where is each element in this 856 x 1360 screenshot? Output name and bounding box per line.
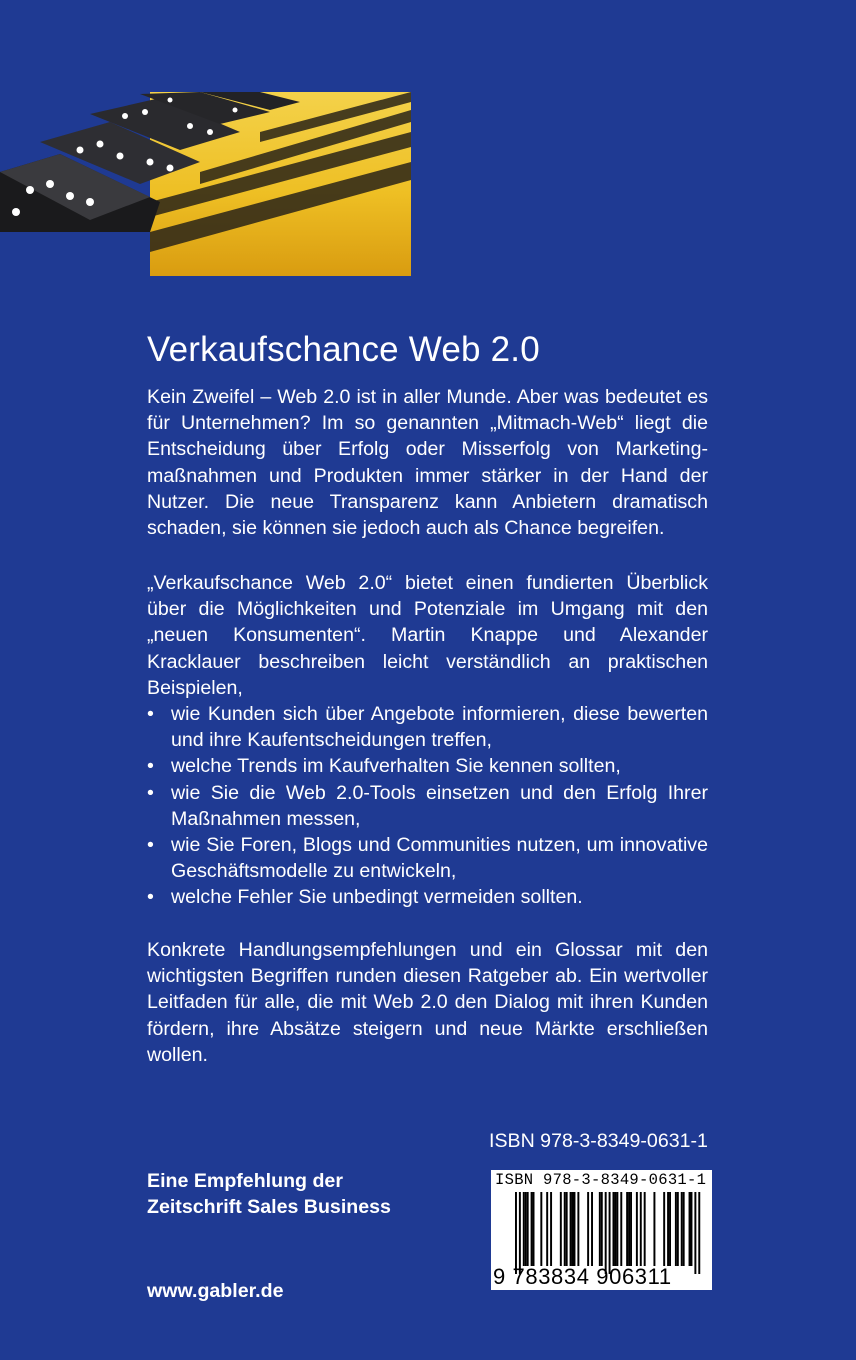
barcode-bar bbox=[626, 1192, 628, 1266]
barcode-bar bbox=[560, 1192, 562, 1266]
book-title: Verkaufschance Web 2.0 bbox=[147, 330, 540, 369]
barcode-bar bbox=[531, 1192, 533, 1266]
barcode-bar bbox=[616, 1192, 618, 1266]
barcode-bar bbox=[614, 1192, 616, 1266]
barcode-bar bbox=[698, 1192, 700, 1274]
barcode-bar bbox=[533, 1192, 535, 1266]
barcode-bar bbox=[675, 1192, 677, 1266]
bullet-icon: • bbox=[147, 886, 154, 909]
barcode-bar bbox=[663, 1192, 665, 1266]
barcode-bar bbox=[620, 1192, 622, 1266]
barcode-bar bbox=[540, 1192, 542, 1266]
barcode-bar bbox=[694, 1192, 696, 1274]
barcode-bar bbox=[574, 1192, 576, 1266]
barcode-bar bbox=[515, 1192, 517, 1274]
barcode-bar bbox=[564, 1192, 566, 1266]
barcode-bar bbox=[640, 1192, 642, 1266]
barcode-bar bbox=[591, 1192, 593, 1266]
barcode-bar bbox=[605, 1192, 607, 1274]
barcode-bar bbox=[613, 1192, 615, 1266]
barcode-bar bbox=[667, 1192, 669, 1266]
recommendation-line-2: Zeitschrift Sales Business bbox=[147, 1196, 391, 1218]
barcode-bar bbox=[689, 1192, 691, 1266]
domino-illustration bbox=[0, 92, 411, 276]
list-item: • wie Kunden sich über Angebote informieren, diese bewerten und ihre Kaufentscheidungen treffen, bbox=[147, 703, 708, 752]
publisher-website: www.gabler.de bbox=[147, 1280, 284, 1302]
list-item: • welche Trends im Kaufverhalten Sie kennen sollten, bbox=[147, 753, 708, 779]
recommendation bbox=[147, 1168, 391, 1220]
list-item: • wie Sie die Web 2.0-Tools einsetzen und den Erfolg Ihrer Maßnahmen messen, bbox=[147, 781, 708, 830]
barcode-bar bbox=[683, 1192, 685, 1266]
barcode-bar bbox=[636, 1192, 638, 1266]
barcode-bar bbox=[669, 1192, 671, 1266]
barcode-bar bbox=[644, 1192, 646, 1266]
closing-paragraph: Konkrete Handlungsempfehlungen und ein Glossar mit den wichtigsten Begriffen runden diesen Ratgeber ab. Ein wertvoller Leitfaden für alle, die mit Web 2.0 den Dialog mit ihren Kunden fördern, ihre Absätze steigern und neue Märkte erschließen wollen. bbox=[147, 939, 708, 1066]
bullet-icon: • bbox=[147, 834, 154, 857]
barcode-bar bbox=[572, 1192, 574, 1266]
bullet-icon: • bbox=[147, 781, 154, 804]
barcode-bar bbox=[519, 1192, 521, 1274]
barcode-bar bbox=[691, 1192, 693, 1266]
intro-paragraph: Kein Zweifel – Web 2.0 ist in aller Munde. Aber was bedeutet es für Unternehmen? Im so genannten „Mitmach-Web“ liegt die Entscheidung über Erfolg oder Misserfolg von Marketingmaßnahmen und Produkten immer stärker in der Hand der Nutzer. Die neue Transparenz kann Anbietern dramatisch schaden, sie können sie jedoch auch als Chance begreifen. bbox=[147, 386, 708, 540]
bullet-icon: • bbox=[147, 703, 154, 725]
domino-photo bbox=[0, 92, 411, 276]
barcode-bar bbox=[546, 1192, 548, 1266]
barcode-bar bbox=[609, 1192, 611, 1274]
barcode-bar bbox=[527, 1192, 529, 1266]
barcode-digits: 9 783834 906311 bbox=[493, 1264, 672, 1289]
list-item: • wie Sie Foren, Blogs und Communities nutzen, um innovative Geschäftsmodelle zu entwickeln, bbox=[147, 834, 708, 883]
list-item: • welche Fehler Sie unbedingt vermeiden sollten. bbox=[147, 884, 708, 910]
barcode-bar bbox=[523, 1192, 525, 1266]
barcode-bar bbox=[653, 1192, 655, 1266]
barcode-isbn: ISBN 978-3-8349-0631-1 bbox=[495, 1171, 707, 1189]
barcode-bar bbox=[599, 1192, 601, 1266]
barcode-bar bbox=[601, 1192, 603, 1266]
barcode-bar bbox=[630, 1192, 632, 1266]
barcode-bar bbox=[587, 1192, 589, 1266]
topics-list bbox=[147, 701, 708, 911]
barcode-bar bbox=[525, 1192, 527, 1266]
overview-paragraph: „Verkaufschance Web 2.0“ bietet einen fundierten Überblick über die Möglichkeiten und Potenziale im Umgang mit den „neuen Konsumenten“. Martin Knappe und Alexander Kracklauer beschreiben leicht verständlich an praktischen Beispielen, bbox=[147, 572, 708, 699]
barcode-bar bbox=[628, 1192, 630, 1266]
recommendation-line-1: Eine Empfehlung der bbox=[147, 1170, 343, 1192]
barcode-bar bbox=[681, 1192, 683, 1266]
barcode bbox=[491, 1170, 712, 1290]
barcode-bar bbox=[570, 1192, 572, 1266]
isbn-label: ISBN 978-3-8349-0631-1 bbox=[489, 1130, 708, 1152]
barcode-bar bbox=[677, 1192, 679, 1266]
barcode-bar bbox=[566, 1192, 568, 1266]
barcode-bar bbox=[550, 1192, 552, 1266]
barcode-bar bbox=[577, 1192, 579, 1266]
bullet-icon: • bbox=[147, 755, 154, 778]
